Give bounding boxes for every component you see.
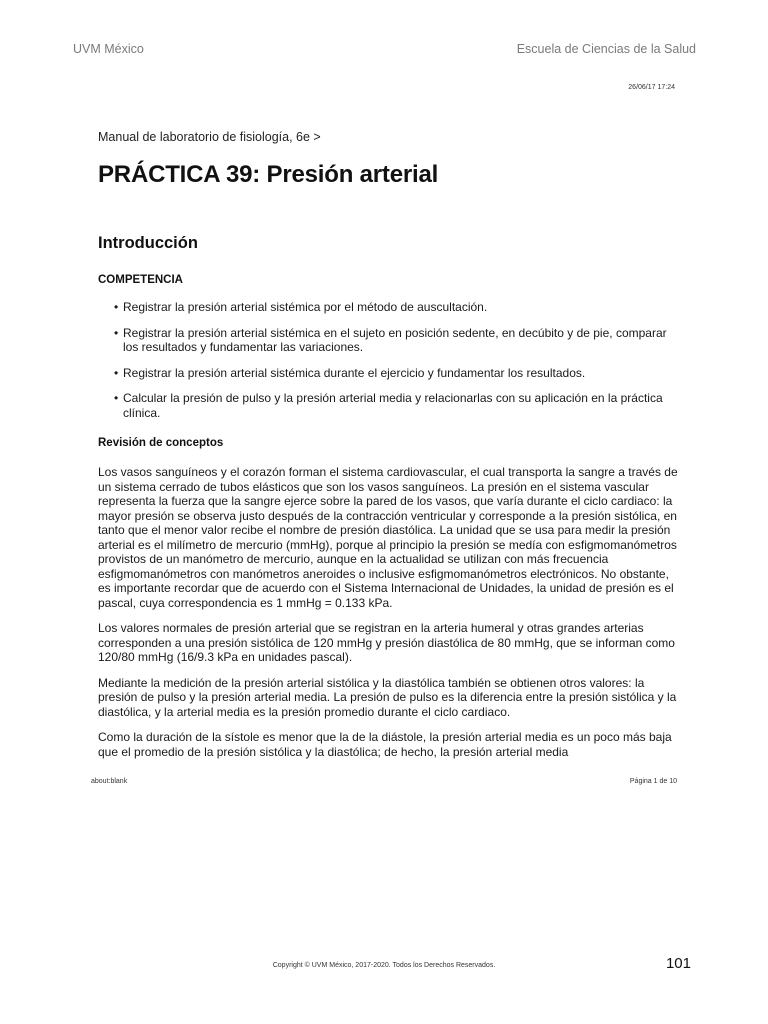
page-title: PRÁCTICA 39: Presión arterial xyxy=(98,161,439,188)
list-item-text: Registrar la presión arterial sistémica por el método de auscultación. xyxy=(123,300,488,314)
list-item xyxy=(98,300,678,315)
copyright-notice: Copyright © UVM México, 2017-2020. Todos los Derechos Reservados. xyxy=(272,962,496,969)
list-item xyxy=(98,391,678,420)
bullet-icon: • xyxy=(114,325,119,340)
breadcrumb[interactable]: Manual de laboratorio de fisiología, 6e > xyxy=(98,130,321,144)
header-school: Escuela de Ciencias de la Salud xyxy=(516,42,696,56)
bullet-icon: • xyxy=(114,365,119,380)
paragraph: Como la duración de la sístole es menor que la de la diástole, la presión arterial media es un poco más baja que el promedio de la presión sistólica y la diastólica; de hecho, la presión arterial media xyxy=(98,730,672,759)
list-item xyxy=(98,326,678,355)
competencia-heading: COMPETENCIA xyxy=(98,274,183,286)
competencia-list xyxy=(98,300,678,431)
revision-heading: Revisión de conceptos xyxy=(98,437,224,449)
print-timestamp: 26/06/17 17:24 xyxy=(628,84,675,91)
list-item xyxy=(98,366,678,381)
footer-url: about:blank xyxy=(91,778,128,785)
bullet-icon: • xyxy=(114,300,119,314)
section-title: Introducción xyxy=(98,234,198,252)
list-item-text: Registrar la presión arterial sistémica durante el ejercicio y fundamentar los resultados. xyxy=(123,365,586,380)
paragraph: Los vasos sanguíneos y el corazón forman el sistema cardiovascular, el cual transporta la sangre a través de un sistema cerrado de tubos elásticos que son los vasos sanguíneos. La presión en el sistema vascular representa la fuerza que la sangre ejerce sobre la pared de los vasos, que varía durante el ciclo cardiaco: la mayor presión se observa justo después de la contracción ventricular y corresponde a la presión sistólica, en tanto que el menor valor recibe el nombre de presión diastólica. La unidad que se usa para medir la presión arterial es el milímetro de mercurio (mmHg), porque al principio la presión se medía con esfigmomanómetros provistos de un manómetro de mercurio, aunque en la actualidad se utilizan con más frecuencia esfigmomanómetros con manómetros aneroides o inclusive esfigmomanómetros electrónicos. No obstante, es importante recordar que de acuerdo con el Sistema Internacional de Unidades, la unidad de presión es el pascal, cuya correspondencia es 1 mmHg = 0.133 kPa. xyxy=(98,465,678,610)
list-item-text: Calcular la presión de pulso y la presión arterial media y relacionarlas con su aplicación en la práctica clínica. xyxy=(123,391,663,420)
revision-body xyxy=(98,465,680,770)
paragraph: Los valores normales de presión arterial que se registran en la arteria humeral y otras grandes arterias corresponden a una presión sistólica de 120 mmHg y presión diastólica de 80 mmHg, que se informan como 120/80 mmHg (16/9.3 kPa en unidades pascal). xyxy=(98,621,675,664)
footer-page-indicator: Página 1 de 10 xyxy=(629,778,677,785)
page-number: 101 xyxy=(665,955,691,972)
header-institution: UVM México xyxy=(73,42,144,56)
bullet-icon: • xyxy=(114,391,119,405)
list-item-text: Registrar la presión arterial sistémica en el sujeto en posición sedente, en decúbito y de pie, comparar los resultados y fundamentar las variaciones. xyxy=(123,325,667,354)
paragraph: Mediante la medición de la presión arterial sistólica y la diastólica también se obtienen otros valores: la presión de pulso y la presión arterial media. La presión de pulso es la diferencia entre la presión sistólica y la diastólica, y la arterial media es la presión promedio durante el ciclo cardiaco. xyxy=(98,675,677,719)
